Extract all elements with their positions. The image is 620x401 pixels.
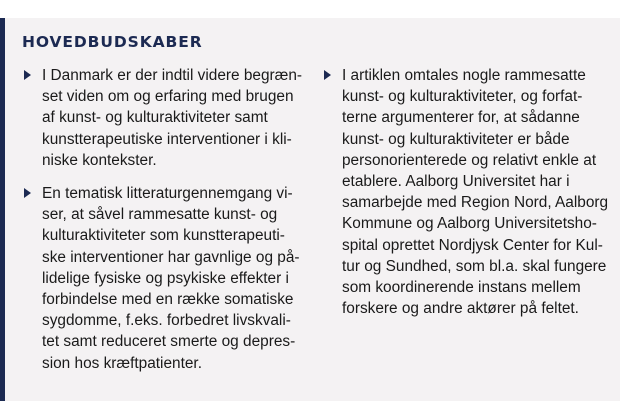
text-line: niske kontekster. bbox=[42, 151, 157, 169]
bullet-item bbox=[22, 65, 303, 171]
box-heading: HOVEDBUDSKABER bbox=[22, 33, 203, 51]
right-column bbox=[322, 65, 609, 331]
text-line: I artiklen omtales nogle rammesatte bbox=[342, 67, 586, 84]
text-line: sion hos kræftpatienter. bbox=[42, 354, 202, 372]
triangle-bullet-icon bbox=[24, 70, 31, 80]
text-line: sygdomme, f.eks. forbedret livskvali- bbox=[42, 312, 291, 330]
text-line: En tematisk litteraturgennemgang vi- bbox=[42, 185, 293, 203]
text-line: tet samt reduceret smerte og depres- bbox=[42, 333, 296, 351]
left-column bbox=[22, 65, 303, 386]
text-line: forbindelse med en række somatiske bbox=[42, 291, 294, 309]
text-line: spital oprettet Nordjysk Center for Kul- bbox=[342, 236, 603, 254]
text-line: kunst- og kulturaktiviteter er både bbox=[342, 130, 570, 148]
text-line: kunst- og kulturaktiviteter, og forfat- bbox=[342, 88, 583, 106]
text-line: tur og Sundhed, som bl.a. skal fungere bbox=[342, 257, 607, 275]
text-line: ske interventioner har gavnlige og på- bbox=[42, 248, 300, 266]
triangle-bullet-icon bbox=[324, 70, 331, 80]
text-line: etablere. Aalborg Universitet har i bbox=[342, 173, 570, 191]
bullet-item bbox=[322, 65, 609, 319]
text-line: I Danmark er der indtil videre begræn- bbox=[42, 67, 303, 84]
text-line: set viden om og erfaring med brugen bbox=[42, 88, 294, 106]
triangle-bullet-icon bbox=[24, 188, 31, 198]
text-line: forskere og andre aktører på feltet. bbox=[342, 300, 579, 318]
accent-bar bbox=[0, 18, 5, 401]
text-line: kulturaktiviteter som kunstterapeuti- bbox=[42, 227, 285, 245]
text-line: terne argumenterer for, at sådanne bbox=[342, 109, 580, 127]
text-line: personorienterede og relativt enkle at bbox=[342, 151, 597, 169]
text-line: samarbejde med Region Nord, Aalborg bbox=[342, 194, 609, 212]
text-line: som koordinerende instans mellem bbox=[342, 279, 581, 297]
bullet-item bbox=[22, 183, 300, 374]
text-line: lidelige fysiske og psykiske effekter i bbox=[42, 269, 289, 287]
text-line: Kommune og Aalborg Universitetsho- bbox=[342, 215, 597, 233]
text-line: af kunst- og kulturaktiviteter samt bbox=[42, 109, 268, 127]
key-messages-box bbox=[0, 18, 620, 401]
text-line: ser, at såvel rammesatte kunst- og bbox=[42, 206, 278, 224]
text-line: kunstterapeutiske interventioner i kli- bbox=[42, 130, 292, 148]
